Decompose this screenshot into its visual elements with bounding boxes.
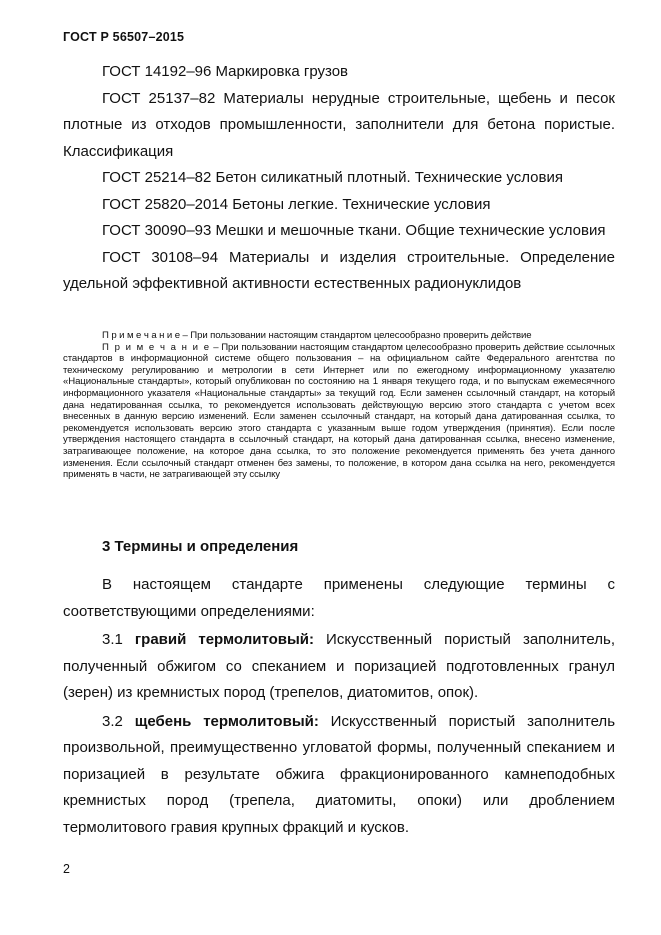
term-definition	[63, 627, 615, 707]
reference-item: ГОСТ 25214–82 Бетон силикатный плотный. Технические условия	[102, 169, 563, 186]
section-title: 3 Термины и определения	[102, 538, 299, 555]
normative-references	[63, 59, 615, 298]
term-definition	[63, 709, 615, 842]
note-label: П р и м е ч а н и е	[102, 341, 211, 353]
reference-item: ГОСТ 25820–2014 Бетоны легкие. Технические условия	[102, 195, 491, 213]
term-number: 3.2	[102, 712, 123, 730]
reference-item: ГОСТ 30108–94 Материалы и изделия строительные. Определение удельной эффективной активности естественных радионуклидов	[63, 248, 615, 292]
note-text: – При пользовании настоящим стандартом целесообразно проверить действие ссылочных стандартов в информационной системе общего пользования – на официальном сайте Федерального агентства по техническому регулированию и метрологии в сети Интернет или по ежегодному информационному указателю «Национальные стандарты», который опубликован по состоянию на 1 января текущего года, и по выпускам ежемесячного информационного указателя «Национальные стандарты» за текущий год. Если заменен ссылочный стандарт, на который дана недатированная ссылка, то рекомендуется использовать действующую версию этого стандарта с учетом всех внесенных в данную версию изменений. Если заменен ссылочный стандарт, на который дана датированная ссылка, то рекомендуется использовать версию этого стандарта с указанным выше годом утверждения (принятия). Если после утверждения настоящего стандарта в ссылочный стандарт, на который дана датированная ссылка, внесено изменение, затрагивающее положение, на которое дана ссылка, то это положение рекомендуется применять без учета данного изменения. Если ссылочный стандарт отменен без замены, то положение, в котором дана ссылка на него, рекомендуется применять в части, не затрагивающей эту ссылку	[63, 341, 615, 481]
term-name: гравий термолитовый:	[134, 631, 315, 648]
note-lead-line: П р и м е ч а н и е – При пользовании настоящим стандартом целесообразно проверить действие	[102, 330, 532, 341]
terms-section	[63, 572, 615, 843]
page-number: 2	[63, 862, 70, 876]
note-block	[63, 330, 615, 481]
note-paragraph	[63, 342, 615, 481]
reference-item: ГОСТ 25137–82 Материалы нерудные строительные, щебень и песок плотные из отходов промышленности, заполнители для бетона пористые. Классификация	[63, 89, 615, 160]
reference-item: ГОСТ 14192–96 Маркировка грузов	[102, 63, 349, 80]
term-number: 3.1	[102, 631, 123, 648]
section-intro: В настоящем стандарте применены следующие термины с соответствующими определениями:	[63, 576, 615, 620]
reference-item: ГОСТ 30090–93 Мешки и мешочные ткани. Общие технические условия	[102, 222, 606, 239]
term-text: Искусственный пористый заполнитель, полученный обжигом со спеканием и поризацией подготовленных гранул (зерен) из кремнистых пород (трепелов, диатомитов, опок).	[63, 631, 615, 701]
term-name: щебень термолитовый:	[134, 712, 319, 730]
term-text: Искусственный пористый заполнитель произвольной, преимущественно угловатой формы, полученный спеканием и поризацией в результате обжига фракционированного камнеподобных кремнистых пород (трепела, диатомиты, опоки) или дроблением термолитового гравия крупных фракций и кусков.	[63, 712, 616, 836]
page-header: ГОСТ Р 56507–2015	[63, 30, 185, 44]
